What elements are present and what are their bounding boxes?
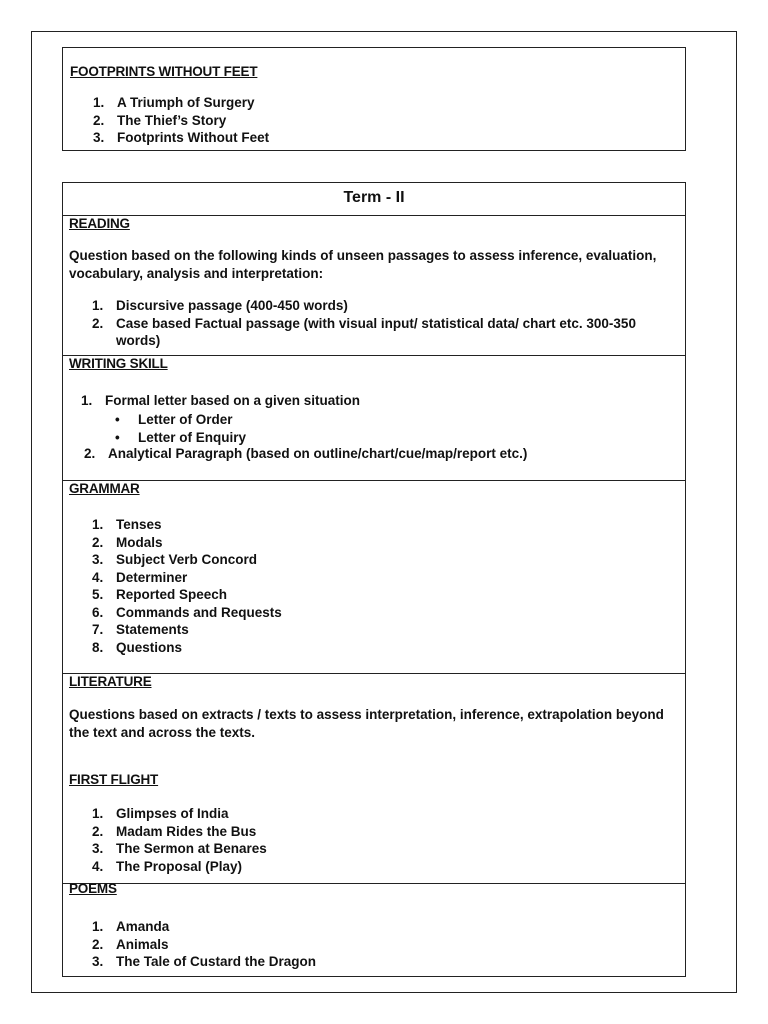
writing-bullets <box>115 411 246 446</box>
list-item: 2. The Thief’s Story <box>93 112 227 128</box>
writing-section <box>62 355 686 480</box>
writing-heading: WRITING SKILL <box>69 356 168 371</box>
list-item: 1. Formal letter based on a given situation <box>81 393 361 408</box>
list-item: 2. Madam Rides the Bus <box>92 823 257 839</box>
list-item: 3. Subject Verb Concord <box>92 552 258 567</box>
literature-heading: LITERATURE <box>69 674 152 689</box>
reading-heading: READING <box>69 216 130 231</box>
list-item: 2. Analytical Paragraph (based on outline/chart/cue/map/report etc.) <box>84 446 528 461</box>
reading-list <box>92 297 666 350</box>
list-item: • Letter of Order <box>115 412 233 427</box>
grammar-section <box>62 480 686 673</box>
list-item: 7. Statements <box>92 622 189 637</box>
term-title: Term - II <box>343 189 405 206</box>
list-item: 4. Determiner <box>92 569 188 585</box>
list-item: • Letter of Enquiry <box>115 429 247 445</box>
poems-section <box>62 883 686 977</box>
list-item: 1. Discursive passage (400-450 words) <box>92 298 348 313</box>
poems-heading: POEMS <box>69 881 117 896</box>
footprints-heading: FOOTPRINTS WITHOUT FEET <box>70 64 258 79</box>
list-item: 5. Reported Speech <box>92 587 228 602</box>
list-item: 2. Modals <box>92 534 163 550</box>
list-item: 4. The Proposal (Play) <box>92 858 243 874</box>
list-item: 1. Glimpses of India <box>92 806 229 821</box>
reading-paragraph: Question based on the following kinds of unseen passages to assess inference, evaluation, vocabulary, analysis and interpretation: <box>69 248 657 281</box>
list-item: 2. Case based Factual passage (with visual input/ statistical data/ chart etc. 300-350 words) <box>92 315 636 348</box>
literature-paragraph: Questions based on extracts / texts to assess interpretation, inference, extrapolation beyond the text and across the texts. <box>69 707 664 740</box>
list-item: 3. The Tale of Custard the Dragon <box>92 954 317 969</box>
footprints-list <box>93 94 269 147</box>
list-item: 1. Tenses <box>92 517 162 532</box>
first-flight-list <box>92 805 267 875</box>
writing-list-1 <box>81 392 360 410</box>
grammar-list <box>92 516 282 656</box>
reading-section <box>62 215 686 355</box>
first-flight-heading: FIRST FLIGHT <box>69 772 159 787</box>
list-item: 6. Commands and Requests <box>92 604 282 620</box>
list-item: 8. Questions <box>92 639 183 655</box>
list-item: 3. The Sermon at Benares <box>92 841 267 856</box>
writing-list-2 <box>84 445 527 463</box>
grammar-heading: GRAMMAR <box>69 481 140 496</box>
list-item: 1. Amanda <box>92 919 170 934</box>
literature-section <box>62 673 686 883</box>
list-item: 2. Animals <box>92 936 169 952</box>
footprints-box <box>62 47 686 151</box>
list-item: 3. Footprints Without Feet <box>93 130 270 145</box>
list-item: 1. A Triumph of Surgery <box>93 95 255 110</box>
poems-list <box>92 918 316 971</box>
